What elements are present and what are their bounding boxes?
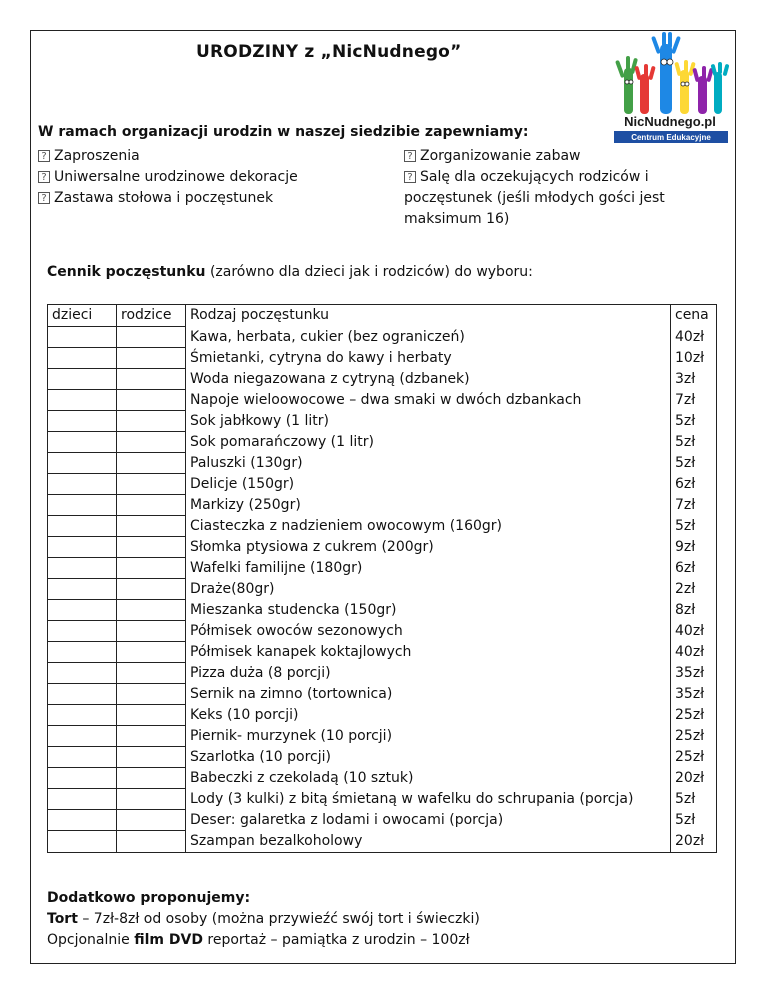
nicnudnego-logo	[604, 30, 736, 162]
cell-rodzice	[117, 516, 186, 537]
table-row	[48, 621, 717, 642]
cell-price: 7zł	[671, 495, 717, 516]
cell-rodzice	[117, 600, 186, 621]
table-row	[48, 411, 717, 432]
cell-price: 5zł	[671, 810, 717, 831]
list-item: ? Zorganizowanie zabaw	[404, 146, 714, 167]
cell-price: 5zł	[671, 432, 717, 453]
table-row	[48, 747, 717, 768]
cell-dzieci	[48, 432, 117, 453]
cell-price: 9zł	[671, 537, 717, 558]
cell-item: Szampan bezalkoholowy	[186, 831, 671, 853]
table-row	[48, 810, 717, 831]
cell-rodzice	[117, 726, 186, 747]
cell-dzieci	[48, 663, 117, 684]
cell-item: Piernik- murzynek (10 porcji)	[186, 726, 671, 747]
bullet-icon: ?	[38, 192, 50, 204]
cell-price: 3zł	[671, 369, 717, 390]
cell-price: 20zł	[671, 831, 717, 853]
cell-item: Pizza duża (8 porcji)	[186, 663, 671, 684]
extras-dvd-line: Opcjonalnie film DVD reportaż – pamiątka z urodzin – 100zł	[47, 932, 470, 948]
table-row	[48, 327, 717, 348]
intro-left-list	[38, 146, 298, 209]
list-item: ? Uniwersalne urodzinowe dekoracje	[38, 167, 298, 188]
cell-dzieci	[48, 579, 117, 600]
extras-heading: Dodatkowo proponujemy:	[47, 890, 251, 906]
cell-price: 40zł	[671, 327, 717, 348]
cell-price: 5zł	[671, 789, 717, 810]
cell-dzieci	[48, 600, 117, 621]
cell-item: Markizy (250gr)	[186, 495, 671, 516]
intro-heading: W ramach organizacji urodzin w naszej siedzibie zapewniamy:	[38, 124, 529, 140]
cell-price: 25zł	[671, 747, 717, 768]
cell-price: 10zł	[671, 348, 717, 369]
cell-item: Paluszki (130gr)	[186, 453, 671, 474]
table-row	[48, 558, 717, 579]
extras-section	[47, 888, 480, 951]
cell-item: Półmisek kanapek koktajlowych	[186, 642, 671, 663]
cell-item: Szarlotka (10 porcji)	[186, 747, 671, 768]
cell-item: Deser: galaretka z lodami i owocami (porcja)	[186, 810, 671, 831]
cell-rodzice	[117, 390, 186, 411]
cell-item: Draże(80gr)	[186, 579, 671, 600]
cell-item: Wafelki familijne (180gr)	[186, 558, 671, 579]
cell-dzieci	[48, 348, 117, 369]
cell-item: Delicje (150gr)	[186, 474, 671, 495]
cell-price: 20zł	[671, 768, 717, 789]
table-row	[48, 789, 717, 810]
cell-dzieci	[48, 558, 117, 579]
cell-dzieci	[48, 768, 117, 789]
cell-item: Napoje wieloowocowe – dwa smaki w dwóch dzbankach	[186, 390, 671, 411]
cell-item: Sok jabłkowy (1 litr)	[186, 411, 671, 432]
table-row	[48, 495, 717, 516]
cell-price: 5zł	[671, 453, 717, 474]
table-header-row	[48, 305, 717, 327]
logo-brand-text: NicNudnego.pl	[624, 114, 716, 129]
cell-rodzice	[117, 768, 186, 789]
cell-item: Kawa, herbata, cukier (bez ograniczeń)	[186, 327, 671, 348]
cell-dzieci	[48, 831, 117, 853]
column-header-item: Rodzaj poczęstunku	[186, 305, 671, 327]
cell-dzieci	[48, 327, 117, 348]
cell-item: Mieszanka studencka (150gr)	[186, 600, 671, 621]
cell-price: 8zł	[671, 600, 717, 621]
cell-item: Lody (3 kulki) z bitą śmietaną w wafelku do schrupania (porcja)	[186, 789, 671, 810]
cell-rodzice	[117, 831, 186, 853]
cell-price: 25zł	[671, 705, 717, 726]
cell-item: Keks (10 porcji)	[186, 705, 671, 726]
cell-dzieci	[48, 537, 117, 558]
cell-item: Babeczki z czekoladą (10 sztuk)	[186, 768, 671, 789]
cell-rodzice	[117, 621, 186, 642]
cell-rodzice	[117, 810, 186, 831]
table-row	[48, 768, 717, 789]
cell-dzieci	[48, 810, 117, 831]
list-item: ? Salę dla oczekujących rodziców i poczęstunek (jeśli młodych gości jest maksimum 16)	[404, 169, 665, 227]
cell-price: 6zł	[671, 474, 717, 495]
cell-price: 7zł	[671, 390, 717, 411]
cell-dzieci	[48, 390, 117, 411]
cell-dzieci	[48, 474, 117, 495]
cell-rodzice	[117, 369, 186, 390]
cell-dzieci	[48, 726, 117, 747]
logo-hands-icon	[615, 32, 729, 114]
bullet-icon: ?	[404, 150, 416, 162]
cell-rodzice	[117, 327, 186, 348]
cell-dzieci	[48, 621, 117, 642]
cell-dzieci	[48, 789, 117, 810]
table-row	[48, 579, 717, 600]
cell-price: 5zł	[671, 516, 717, 537]
table-row	[48, 705, 717, 726]
intro-right-list	[404, 146, 714, 230]
cell-dzieci	[48, 705, 117, 726]
list-item: ? Zastawa stołowa i poczęstunek	[38, 188, 298, 209]
table-row	[48, 453, 717, 474]
cell-rodzice	[117, 411, 186, 432]
table-row	[48, 474, 717, 495]
cell-item: Śmietanki, cytryna do kawy i herbaty	[186, 348, 671, 369]
bullet-icon: ?	[38, 150, 50, 162]
cell-rodzice	[117, 789, 186, 810]
cell-item: Sok pomarańczowy (1 litr)	[186, 432, 671, 453]
table-row	[48, 663, 717, 684]
table-row	[48, 537, 717, 558]
cell-price: 25zł	[671, 726, 717, 747]
cell-item: Sernik na zimno (tortownica)	[186, 684, 671, 705]
table-row	[48, 432, 717, 453]
table-row	[48, 600, 717, 621]
table-row	[48, 642, 717, 663]
logo-subtitle-text: Centrum Edukacyjne	[631, 133, 711, 142]
cell-rodzice	[117, 348, 186, 369]
cell-item: Słomka ptysiowa z cukrem (200gr)	[186, 537, 671, 558]
cell-dzieci	[48, 684, 117, 705]
cell-dzieci	[48, 495, 117, 516]
cell-rodzice	[117, 453, 186, 474]
cell-dzieci	[48, 516, 117, 537]
cell-item: Woda niegazowana z cytryną (dzbanek)	[186, 369, 671, 390]
column-header-dzieci: dzieci	[48, 305, 117, 327]
cell-dzieci	[48, 411, 117, 432]
page-title: URODZINY z „NicNudnego”	[196, 42, 462, 62]
column-header-rodzice: rodzice	[117, 305, 186, 327]
cell-rodzice	[117, 684, 186, 705]
cell-rodzice	[117, 558, 186, 579]
cell-rodzice	[117, 495, 186, 516]
table-row	[48, 516, 717, 537]
cell-price: 5zł	[671, 411, 717, 432]
column-header-price: cena	[671, 305, 717, 327]
cell-item: Ciasteczka z nadzieniem owocowym (160gr)	[186, 516, 671, 537]
table-row	[48, 348, 717, 369]
bullet-icon: ?	[404, 171, 416, 183]
bullet-icon: ?	[38, 171, 50, 183]
price-list-heading: Cennik poczęstunku (zarówno dla dzieci jak i rodziców) do wyboru:	[47, 264, 533, 280]
cell-rodzice	[117, 642, 186, 663]
table-row	[48, 831, 717, 853]
cell-price: 35zł	[671, 663, 717, 684]
cell-rodzice	[117, 747, 186, 768]
cell-price: 40zł	[671, 621, 717, 642]
table-row	[48, 369, 717, 390]
cell-dzieci	[48, 453, 117, 474]
table-row	[48, 390, 717, 411]
cell-price: 6zł	[671, 558, 717, 579]
table-row	[48, 726, 717, 747]
cell-rodzice	[117, 705, 186, 726]
extras-tort-line: Tort – 7zł-8zł od osoby (można przywieźć swój tort i świeczki)	[47, 911, 480, 927]
table-row	[48, 684, 717, 705]
cell-rodzice	[117, 432, 186, 453]
cell-price: 40zł	[671, 642, 717, 663]
cell-item: Półmisek owoców sezonowych	[186, 621, 671, 642]
cell-dzieci	[48, 369, 117, 390]
cell-price: 2zł	[671, 579, 717, 600]
cell-rodzice	[117, 537, 186, 558]
cell-rodzice	[117, 579, 186, 600]
cell-rodzice	[117, 474, 186, 495]
cell-dzieci	[48, 747, 117, 768]
list-item: ? Zaproszenia	[38, 146, 298, 167]
cell-price: 35zł	[671, 684, 717, 705]
cell-rodzice	[117, 663, 186, 684]
price-table	[47, 304, 717, 853]
cell-dzieci	[48, 642, 117, 663]
